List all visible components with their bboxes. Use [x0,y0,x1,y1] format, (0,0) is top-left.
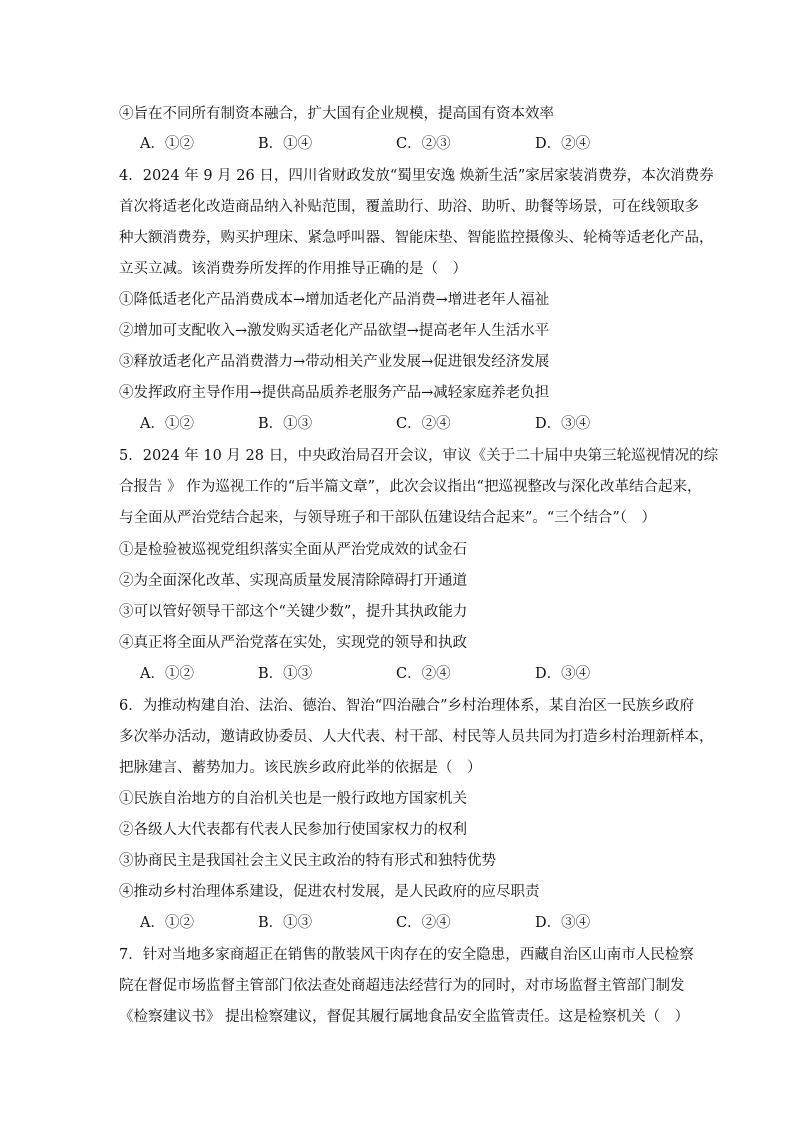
q5-option-d: D．③④ [535,666,591,682]
q6-item-1: ①民族自治地方的自治机关也是一般行政地方国家机关 [119,791,467,807]
q6-option-b: B．①③ [258,915,313,931]
q4-stem-line-3: 种大额消费券，购买护理床、紧急呼叫器、智能床垫、智能监控摄像头、轮椅等适老化产品， [119,230,714,246]
q4-item-4: ④发挥政府主导作用→提供高品质养老服务产品→减轻家庭养老负担 [119,385,550,401]
q4-stem-line-1: 4．2024 年 9 月 26 日，四川省财政发放“蜀里安逸 焕新生活”家居家装消费券，本次消费券 [119,168,714,184]
q3-item-4: ④旨在不同所有制资本融合，扩大国有企业规模，提高国有资本效率 [119,106,554,122]
q3-option-a: A．①② [140,136,194,152]
q5-item-3: ③可以管好领导干部这个“关键少数”，提升其执政能力 [119,604,468,620]
q5-item-1: ①是检验被巡视党组织落实全面从严治党成效的试金石 [119,542,467,558]
q4-option-a: A．①② [140,416,194,432]
q4-option-b: B．①③ [258,416,313,432]
q6-stem-line-3: 把脉建言、蓄势加力。该民族乡政府此举的依据是（ ） [119,760,482,776]
q4-stem-line-2: 首次将适老化改造商品纳入补贴范围，覆盖助行、助浴、助听、助餐等场景，可在线领取多 [119,199,699,215]
q6-item-3: ③协商民主是我国社会主义民主政治的特有形式和独特优势 [119,853,496,869]
q6-option-c: C．②④ [396,915,451,931]
q5-option-a: A．①② [140,666,194,682]
q6-option-a: A．①② [140,915,194,931]
q5-item-4: ④真正将全面从严治党落在实处，实现党的领导和执政 [119,635,467,651]
q7-stem-line-2: 院在督促市场监督主管部门依法查处商超违法经营行为的同时，对市场监督主管部门制发 [119,978,685,994]
q5-stem-line-1: 5．2024 年 10 月 28 日，中央政治局召开会议，审议《关于二十届中央第三轮巡视情况的综 [119,448,719,464]
q4-item-2: ②增加可支配收入→激发购买适老化产品欲望→提高老年人生活水平 [119,323,550,339]
q5-option-b: B．①③ [258,666,313,682]
q7-stem-line-3: 《检察建议书》 提出检察建议，督促其履行属地食品安全监管责任。这是检察机关（ ） [119,1009,690,1025]
q6-stem-line-1: 6．为推动构建自治、法治、德治、智治“四治融合”乡村治理体系，某自治区一民族乡政府 [119,698,695,714]
q3-option-b: B．①④ [258,136,313,152]
q4-option-d: D．③④ [535,416,591,432]
q4-item-1: ①降低适老化产品消费成本→增加适老化产品消费→增进老年人福祉 [119,292,550,308]
q5-option-c: C．②④ [396,666,451,682]
q7-stem-line-1: 7．针对当地多家商超正在销售的散装风干肉存在的安全隐患，西藏自治区山南市人民检察 [119,947,694,963]
q4-item-3: ③释放适老化产品消费潜力→带动相关产业发展→促进银发经济发展 [119,354,550,370]
q5-stem-line-3: 与全面从严治党结合起来，与领导班子和干部队伍建设结合起来”。“三个结合”（ ） [119,510,656,526]
q3-option-d: D．②④ [535,136,591,152]
q4-stem-line-4: 立买立减。该消费券所发挥的作用推导正确的是（ ） [119,261,467,277]
q5-stem-line-2: 合报告 》 作为巡视工作的“后半篇文章”，此次会议指出“把巡视整改与深化改革结合起来， [119,479,702,495]
q6-item-2: ②各级人大代表都有代表人民参加行使国家权力的权利 [119,822,467,838]
q5-item-2: ②为全面深化改革、实现高质量发展清除障碍打开通道 [119,573,467,589]
q3-option-c: C．②③ [396,136,451,152]
q6-item-4: ④推动乡村治理体系建设，促进农村发展，是人民政府的应尽职责 [119,884,540,900]
q6-option-d: D．③④ [535,915,591,931]
q6-stem-line-2: 多次举办活动，邀请政协委员、人大代表、村干部、村民等人员共同为打造乡村治理新样本， [119,729,714,745]
q4-option-c: C．②④ [396,416,451,432]
